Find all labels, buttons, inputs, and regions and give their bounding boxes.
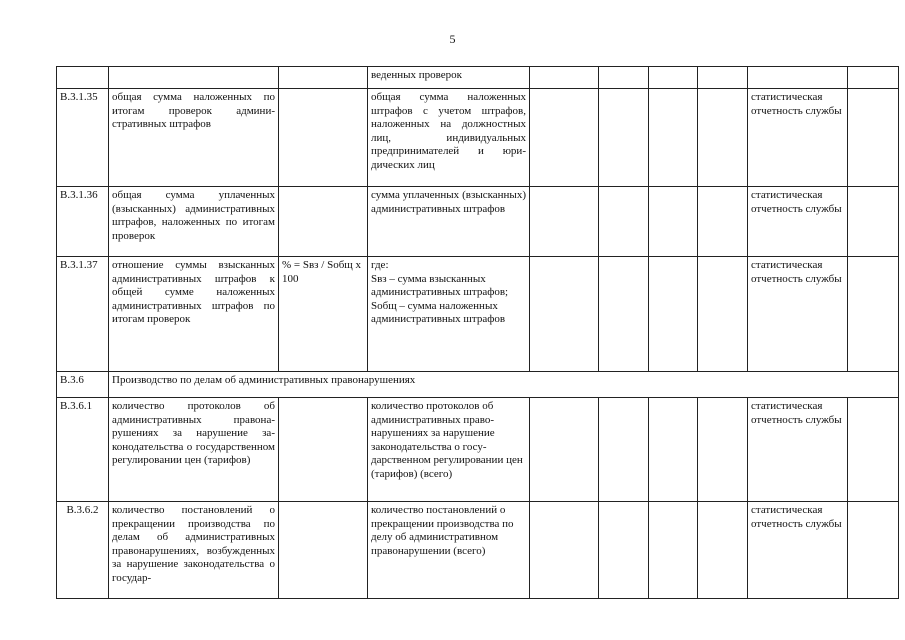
cell-empty <box>698 257 748 372</box>
indicators-table <box>56 66 899 599</box>
cell-source: статистическая отчетность службы <box>748 502 848 599</box>
table-row-continuation <box>57 67 899 89</box>
cell-name: общая сумма уплаченных (взысканных) административных штрафов, наложенных по итогам проверок <box>109 187 279 257</box>
table-row <box>57 187 899 257</box>
cell-calculation: количество протоколов об административных правонарушениях за нарушение законодательства о государственном регулировании цен (тарифов) (всего) <box>368 398 530 502</box>
cell-empty <box>698 502 748 599</box>
table-row <box>57 257 899 372</box>
section-title: Производство по делам об административных правонарушениях <box>109 372 899 398</box>
cell-empty <box>649 187 698 257</box>
cell-empty <box>530 398 599 502</box>
cell-empty <box>599 67 649 89</box>
cell-empty <box>530 187 599 257</box>
cell-calculation: веденных проверок <box>368 67 530 89</box>
cell-empty <box>698 67 748 89</box>
table-row <box>57 398 899 502</box>
cell-source <box>748 67 848 89</box>
table-row <box>57 89 899 187</box>
table-row <box>57 502 899 599</box>
page-number: 5 <box>449 32 456 46</box>
cell-name: отношение суммы взысканных административных штрафов к общей сумме наложенных административных штрафов по итогам проверок <box>109 257 279 372</box>
cell-empty <box>599 89 649 187</box>
cell-empty <box>848 67 899 89</box>
calc-line: Sвз – сумма взысканных административных штрафов; <box>371 272 509 298</box>
cell-num: В.3.6.2 <box>57 502 109 599</box>
cell-calculation: количество постановлений о прекращении производства по делу об административном правонарушении (всего) <box>368 502 530 599</box>
cell-calculation: сумма уплаченных (взысканных) административных штрафов <box>368 187 530 257</box>
cell-num: В.3.1.35 <box>57 89 109 187</box>
cell-empty <box>649 502 698 599</box>
cell-formula <box>279 67 368 89</box>
cell-source: статистическая отчетность службы <box>748 187 848 257</box>
cell-name: общая сумма наложенных по итогам проверок административных штрафов <box>109 89 279 187</box>
cell-source: статистическая отчетность службы <box>748 398 848 502</box>
cell-empty <box>649 67 698 89</box>
cell-formula <box>279 502 368 599</box>
cell-empty <box>848 89 899 187</box>
cell-formula <box>279 398 368 502</box>
cell-empty <box>649 257 698 372</box>
cell-num: В.3.1.36 <box>57 187 109 257</box>
cell-empty <box>599 398 649 502</box>
cell-empty <box>599 502 649 599</box>
cell-empty <box>848 257 899 372</box>
cell-empty <box>698 89 748 187</box>
cell-formula <box>279 89 368 187</box>
cell-name: количество протоколов об административных правонарушениях за нарушение законодательства о государственном регулировании цен (тарифов) <box>109 398 279 502</box>
cell-num: В.3.1.37 <box>57 257 109 372</box>
cell-empty <box>848 502 899 599</box>
cell-name: количество постановлений о прекращении производства по делам об административных правонарушениях, возбужденных за нарушение законодательства о государ- <box>109 502 279 599</box>
cell-empty <box>530 67 599 89</box>
cell-name <box>109 67 279 89</box>
cell-empty <box>848 187 899 257</box>
cell-empty <box>599 187 649 257</box>
section-row <box>57 372 899 398</box>
cell-source: статистическая отчетность службы <box>748 257 848 372</box>
cell-num <box>57 67 109 89</box>
section-num: В.3.6 <box>57 372 109 398</box>
cell-empty <box>599 257 649 372</box>
cell-empty <box>530 89 599 187</box>
cell-calculation: общая сумма наложенных штрафов с учетом штрафов, наложенных на должностных лиц, индивидуальных предпринимателей и юридических лиц <box>368 89 530 187</box>
cell-formula: % = Sвз / Sобщ x 100 <box>279 257 368 372</box>
cell-empty <box>530 257 599 372</box>
cell-empty <box>698 398 748 502</box>
cell-empty <box>848 398 899 502</box>
cell-num: В.3.6.1 <box>57 398 109 502</box>
cell-empty <box>698 187 748 257</box>
calc-line: Sобщ – сумма наложенных административных штрафов <box>371 299 506 325</box>
cell-formula <box>279 187 368 257</box>
calc-line: где: <box>371 259 389 271</box>
cell-empty <box>649 398 698 502</box>
cell-empty <box>530 502 599 599</box>
cell-calculation <box>368 257 530 372</box>
cell-source: статистическая отчетность службы <box>748 89 848 187</box>
cell-empty <box>649 89 698 187</box>
